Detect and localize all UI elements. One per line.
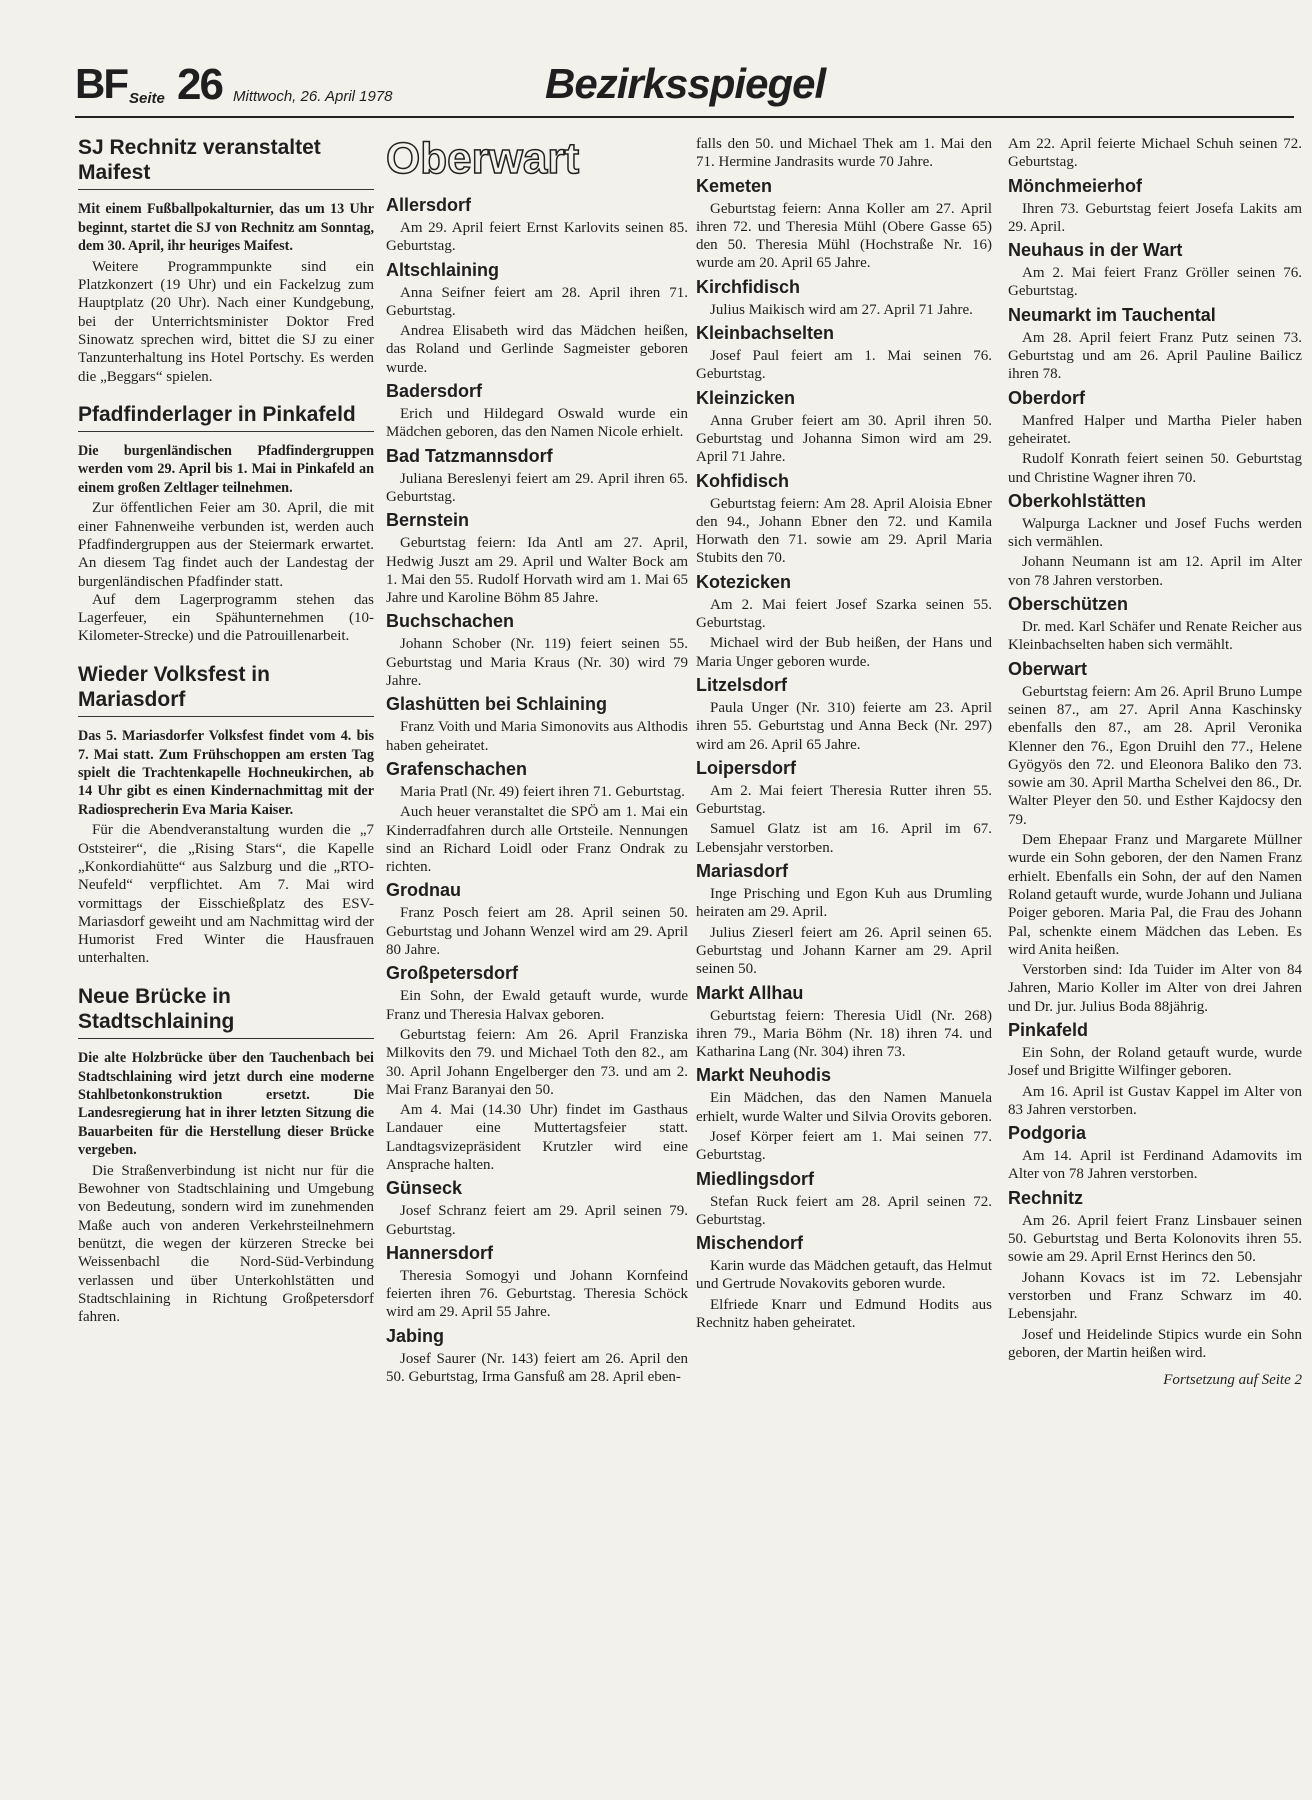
place-list [1008, 176, 1302, 1363]
place-entry [696, 323, 992, 384]
place-name: Großpetersdorf [386, 963, 519, 984]
column-oberwart-2 [696, 135, 992, 1334]
place-entry [1008, 305, 1302, 384]
place-news-text: Maria Pratl (Nr. 49) feiert ihren 71. Geburtstag. [400, 783, 685, 800]
place-name: Pinkafeld [1008, 1019, 1089, 1040]
place-name: Günseck [386, 1178, 463, 1199]
place-name: Mariasdorf [696, 861, 789, 882]
place-name: Grodnau [386, 880, 461, 901]
place-news-text: Julius Maikisch wird am 27. April 71 Jahre. [710, 301, 973, 318]
place-news-text: Theresia Somogyi und Johann Kornfeind feierten ihren 76. Geburtstag. Theresia Schöck wird am 29. April 55 Jahre. [386, 1267, 688, 1321]
place-entry [386, 759, 688, 876]
place-name: Rechnitz [1008, 1187, 1084, 1208]
place-name: Kirchfidisch [696, 276, 801, 297]
place-entry [696, 675, 992, 754]
place-news-text: Manfred Halper und Martha Pieler haben geheiratet. [1008, 412, 1302, 447]
place-entry [696, 388, 992, 467]
article-headline: SJ Rechnitz veranstaltet Maifest [78, 135, 374, 190]
place-news-text: Franz Voith und Maria Simonovits aus Althodis haben geheiratet. [386, 719, 688, 754]
place-entry [696, 572, 992, 671]
place-news-text: Am 14. April ist Ferdinand Adamovits im Alter von 78 Jahren verstorben. [1008, 1148, 1302, 1183]
place-news-text: Am 26. April feiert Franz Linsbauer seinen 50. Geburtstag und Berta Kolonovits ihren 55. sowie am 29. April Ernst Herincs den 50. [1008, 1212, 1302, 1266]
place-news-text: Inge Prisching und Egon Kuh aus Drumling heiraten am 29. April. [696, 886, 992, 921]
article-paragraph: Zur öffentlichen Feier am 30. April, die mit einer Fahnenweihe verbunden ist, werden auch Pfadfindergruppen aus der Steiermark erwartet. An diesem Tag findet auch der Landestag der burgenländischen Pfadfinder statt. [78, 500, 374, 590]
place-news-text: Andrea Elisabeth wird das Mädchen heißen, das Roland und Gerlinde Sagmeister geboren wurde. [386, 323, 688, 376]
header-rule [75, 116, 1294, 118]
place-name: Jabing [386, 1325, 445, 1346]
district-stamp-oberwart: Oberwart [386, 134, 580, 183]
place-entry [386, 963, 688, 1174]
place-entry [1008, 388, 1302, 487]
place-entry [1008, 1020, 1302, 1119]
place-entry [696, 471, 992, 568]
place-news-text: Auch heuer veranstaltet die SPÖ am 1. Mai ein Kinderradfahren durch alle Ortsteile. Nennungen sind an Richard Loidl oder Franz Ondrak zu richten. [386, 804, 688, 876]
article-paragraph: Die Straßenverbindung ist nicht nur für die Bewohner von Stadtschlaining und Umgebung von Bedeutung, sondern wird im zunehmenden Maße auch von anderen Verkehrsteilnehmern benützt, die wegen der kürzeren Strecke bei Weissenbachl die Nord-Süd-Verbindung verlassen und über Unterkohlstätten und Stadtschlaining in Richtung Großpetersdorf fahren. [78, 1162, 374, 1326]
column-oberwart-1 [386, 135, 688, 1388]
article-volksfest-mariasdorf [78, 662, 374, 968]
place-news-text: Walpurga Lackner und Josef Fuchs werden sich vermählen. [1008, 515, 1302, 551]
place-name: Markt Allhau [696, 982, 804, 1003]
place-news-text: Michael wird der Bub heißen, der Hans und Maria Unger geboren wurde. [696, 635, 992, 670]
place-name: Neuhaus in der Wart [1008, 240, 1183, 261]
place-news-text: Geburtstag feiern: Theresia Uidl (Nr. 268) ihren 79., Maria Böhm (Nr. 18) ihren 74. und Katharina Lang (Nr. 304) ihren 73. [696, 1007, 992, 1061]
place-news-text: Geburtstag feiern: Am 28. April Aloisia Ebner den 94., Johann Ebner den 72. und Kamila Horwath den 71. sowie am 29. April Maria Stubits den 70. [696, 495, 992, 567]
place-news-text: Julius Zieserl feiert am 26. April seinen 65. Geburtstag und Johann Karner am 29. April seinen 50. [696, 924, 992, 978]
place-name: Badersdorf [386, 381, 483, 402]
place-name: Mönchmeierhof [1008, 175, 1143, 196]
place-news-text: Am 28. April feiert Franz Putz seinen 73. Geburtstag und am 26. April Pauline Bailicz ihren 78. [1008, 329, 1302, 383]
place-news-text: Rudolf Konrath feiert seinen 50. Geburtstag und Christine Wagner ihren 70. [1008, 451, 1302, 486]
article-lead: Das 5. Mariasdorfer Volksfest findet vom 4. bis 7. Mai statt. Zum Frühschoppen am ersten Tag spielt die Trachtenkapelle Hochneukirchen, ab 14 Uhr gibt es einen Kindernachmittag mit der Radiosprecherin Eva Maria Kaiser. [78, 728, 374, 818]
place-entry [386, 195, 688, 256]
place-entry [696, 861, 992, 978]
place-name: Kotezicken [696, 571, 792, 592]
place-news-text: Josef Schranz feiert am 29. April seinen 79. Geburtstag. [386, 1203, 688, 1238]
place-name: Kleinbachselten [696, 323, 835, 344]
place-news-text: Am 4. Mai (14.30 Uhr) findet im Gasthaus Landauer eine Muttertagsfeier statt. Landtagsvizepräsident Krutzler wird eine Ansprache halten. [386, 1102, 688, 1173]
place-name: Hannersdorf [386, 1242, 494, 1263]
place-news-text: Geburtstag feiern: Ida Antl am 27. April, Hedwig Juszt am 29. April und Walter Bock am 1. Mai den 55. Rudolf Horvath wird am 1. Mai 65 Jahre und Karoline Böhm 85 Jahre. [386, 535, 688, 607]
place-entry [386, 381, 688, 442]
place-entry [1008, 491, 1302, 590]
article-lead: Die burgenländischen Pfadfindergruppen werden vom 29. April bis 1. Mai in Pinkafeld an einem großen Zeltlager teilnehmen. [78, 443, 374, 496]
article-lead: Mit einem Fußballpokalturnier, das um 13 Uhr beginnt, startet die SJ von Rechnitz am Sonntag, dem 30. April, ihr heuriges Maifest. [78, 201, 374, 255]
place-entry [386, 694, 688, 755]
place-news-text: Stefan Ruck feiert am 28. April seinen 72. Geburtstag. [696, 1193, 992, 1228]
article-pfadfinderlager [78, 402, 374, 646]
place-news-text: Josef Paul feiert am 1. Mai seinen 76. Geburtstag. [696, 348, 992, 383]
place-news-text: Dr. med. Karl Schäfer und Renate Reicher aus Kleinbachselten haben sich vermählt. [1008, 619, 1302, 654]
place-entry [1008, 1188, 1302, 1362]
column-articles [78, 135, 374, 1327]
place-news-text: Franz Posch feiert am 28. April seinen 50. Geburtstag und Johann Wenzel wird am 29. April 80 Jahre. [386, 905, 688, 959]
place-entry [1008, 176, 1302, 237]
place-name: Bad Tatzmannsdorf [386, 445, 553, 466]
place-news-text: Anna Seifner feiert am 28. April ihren 71. Geburtstag. [386, 284, 688, 319]
article-lead: Die alte Holzbrücke über den Tauchenbach bei Stadtschlaining wird jetzt durch eine moderne Stahlbetonkonstruktion ersetzt. Die Landesregierung hat in ihrer letzten Sitzung die Bauarbeiten für die Herstellung dieser Brücke vergeben. [78, 1050, 374, 1159]
place-name: Kleinzicken [696, 387, 796, 408]
place-news-text: Geburtstag feiern: Am 26. April Franziska Milkovits den 79. und Michael Toth den 82., am 30. April Johann Engelberger den 73. und am 2. Mai Franz Baranyai den 50. [386, 1026, 688, 1098]
article-paragraph: Für die Abendveranstaltung wurden die „7 Oststeirer“, die „Rising Stars“, die Kapelle „Konkordiahütte“ aus Salzburg und die „RTO-Neufeld“ verpflichtet. Am 7. Mai wird vormittags der Eisschießplatz des ESV-Mariasdorf geweiht und am Nachmittag wird der Humorist Fred Winter die Hausfrauen unterhalten. [78, 822, 374, 967]
place-news-text: Am 16. April ist Gustav Kappel im Alter von 83 Jahren verstorben. [1008, 1083, 1302, 1118]
place-name: Podgoria [1008, 1123, 1087, 1144]
place-name: Neumarkt im Tauchental [1008, 304, 1216, 325]
place-entry [386, 1178, 688, 1239]
place-news-text: Geburtstag feiern: Am 26. April Bruno Lumpe seinen 87., am 27. April Anna Kaschinsky ebenfalls den 87., am 28. April Veronika Klenner den 76., Egon Druihl den 77., Helene Gyögyös den 72. und Eleonora Baliko den 73. sowie am 30. April Martha Schelvei den 86., Dr. Walter Pleyer den 50. und Esther Kajdocsy den 79. [1008, 683, 1302, 828]
place-news-text: Johann Neumann ist am 12. April im Alter von 78 Jahren verstorben. [1008, 554, 1302, 589]
place-news-text: Ihren 73. Geburtstag feiert Josefa Lakits am 29. April. [1008, 200, 1302, 235]
place-news-text: Josef Saurer (Nr. 143) feiert am 26. April den 50. Geburtstag, Irma Gansfuß am 28. April eben- [386, 1350, 688, 1386]
issue-date: Mittwoch, 26. April 1978 [233, 88, 393, 105]
place-name: Allersdorf [386, 195, 472, 215]
article-headline: Pfadfinderlager in Pinkafeld [78, 402, 374, 432]
place-entry [696, 758, 992, 857]
place-entry [696, 1169, 992, 1230]
place-news-text: Juliana Bereslenyi feiert am 29. April ihren 65. Geburtstag. [386, 470, 688, 505]
place-name: Buchschachen [386, 611, 515, 632]
place-news-text: Samuel Glatz ist am 16. April im 67. Lebensjahr verstorben. [696, 821, 992, 856]
place-news-text: Johann Kovacs ist im 72. Lebensjahr verstorben und Franz Schwarz im 40. Lebensjahr. [1008, 1269, 1302, 1323]
place-news-text: Ein Mädchen, das den Namen Manuela erhielt, wurde Walter und Silvia Orovits geboren. [696, 1090, 992, 1125]
article-paragraph: Weitere Programmpunkte sind ein Platzkonzert (19 Uhr) und ein Fackelzug zum Hauptplatz (20 Uhr). Nach einer Kundgebung, bei der Unterrichtsminister Doktor Fred Sinowatz sprechen wird, bittet die SJ zu einer Tanzunterhaltung ins Hotel Portschy. Es werden die „Beggars“ spielen. [78, 258, 374, 385]
place-name: Oberkohlstätten [1008, 490, 1147, 511]
place-news-text: Verstorben sind: Ida Tuider im Alter von 84 Jahren, Mario Koller im Alter von drei Jahren und Dr. jur. Julius Boda 88jährig. [1008, 962, 1302, 1015]
article-paragraph: Auf dem Lagerprogramm stehen das Lagerfeuer, ein Spähunternehmen (10-Kilometer-Strecke) und die Patrouillenarbeit. [78, 591, 374, 645]
place-entry [1008, 594, 1302, 655]
place-news-text: Dem Ehepaar Franz und Margarete Müllner wurde ein Sohn geboren, der den Namen Franz erhielt. Ebenfalls ein Sohn, der auf den Namen Roland getauft wurde, wurde Johann und Juliana Poiger geboren. Maria Pal, die Frau des Johann Pal, schenkte einem Mädchen das Leben. Es wird Anita heißen. [1008, 832, 1302, 958]
continuation-note: Fortsetzung auf Seite 2 [1163, 1372, 1302, 1389]
place-list [696, 176, 992, 1333]
place-news-text: Am 2. Mai feiert Theresia Rutter ihren 55. Geburtstag. [696, 782, 992, 818]
place-entry [386, 1326, 688, 1387]
continued-entry: Am 22. April feierte Michael Schuh seinen 72. Geburtstag. [1008, 136, 1302, 171]
place-name: Litzelsdorf [696, 674, 788, 695]
place-news-text: Paula Unger (Nr. 310) feierte am 23. April ihren 55. Geburtstag und Anna Beck (Nr. 297) wird am 26. April 65 Jahre. [696, 699, 992, 753]
place-name: Glashütten bei Schlaining [386, 694, 608, 715]
place-news-text: Am 2. Mai feiert Josef Szarka seinen 55. Geburtstag. [696, 596, 992, 632]
brand-logo: BF [75, 60, 127, 107]
place-name: Bernstein [386, 510, 470, 531]
place-news-text: Josef Körper feiert am 1. Mai seinen 77. Geburtstag. [696, 1128, 992, 1164]
place-entry [386, 880, 688, 959]
place-name: Kohfidisch [696, 470, 789, 491]
continued-entry: falls den 50. und Michael Thek am 1. Mai den 71. Hermine Jandrasits wurde 70 Jahre. [696, 136, 992, 171]
column-oberwart-3 [1008, 135, 1302, 1389]
place-news-text: Am 29. April feiert Ernst Karlovits seinen 85. Geburtstag. [386, 220, 688, 255]
place-name: Mischendorf [696, 1233, 804, 1254]
place-entry [696, 277, 992, 319]
page-number: 26 [177, 60, 222, 109]
place-entry [1008, 659, 1302, 1016]
place-news-text: Ein Sohn, der Roland getauft wurde, wurde Josef und Brigitte Wilfinger geboren. [1008, 1044, 1302, 1080]
place-news-text: Anna Gruber feiert am 30. April ihren 50. Geburtstag und Johanna Simon wird am 29. April 71 Jahre. [696, 412, 992, 466]
place-entry [696, 1233, 992, 1332]
place-news-text: Josef und Heidelinde Stipics wurde ein Sohn geboren, der Martin heißen wird. [1008, 1326, 1302, 1361]
article-headline: Neue Brücke in Stadtschlaining [78, 984, 374, 1039]
place-name: Miedlingsdorf [696, 1168, 814, 1189]
place-entry [696, 983, 992, 1062]
place-list [386, 195, 688, 1386]
page-header [75, 50, 1288, 120]
place-news-text: Johann Schober (Nr. 119) feiert seinen 55. Geburtstag und Maria Kraus (Nr. 30) wird 79 Jahre. [386, 636, 688, 690]
article-sj-rechnitz [78, 135, 374, 386]
place-news-text: Am 2. Mai feiert Franz Gröller seinen 76. Geburtstag. [1008, 265, 1302, 300]
place-name: Oberwart [1008, 658, 1088, 679]
place-news-text: Geburtstag feiern: Anna Koller am 27. April ihren 72. und Theresia Mühl (Obere Gasse 65) den 50. Theresia Mühl (Hochstraße Nr. 16) wurde am 20. April 65 Jahre. [696, 200, 992, 272]
place-entry [386, 260, 688, 377]
place-name: Kemeten [696, 175, 773, 196]
place-entry [1008, 1123, 1302, 1184]
place-entry [696, 1065, 992, 1164]
section-title: Bezirksspiegel [545, 60, 826, 107]
place-entry [1008, 240, 1302, 301]
article-headline: Wieder Volksfest in Mariasdorf [78, 662, 374, 717]
place-entry [386, 611, 688, 690]
place-news-text: Elfriede Knarr und Edmund Hodits aus Rechnitz haben geheiratet. [696, 1296, 992, 1332]
article-neue-bruecke [78, 984, 374, 1327]
place-name: Markt Neuhodis [696, 1065, 832, 1086]
place-entry [386, 446, 688, 507]
place-news-text: Ein Sohn, der Ewald getauft wurde, wurde Franz und Theresia Halvax geboren. [386, 988, 688, 1023]
place-name: Loipersdorf [696, 757, 797, 778]
place-name: Grafenschachen [386, 758, 528, 779]
place-name: Oberschützen [1008, 594, 1129, 615]
place-news-text: Karin wurde das Mädchen getauft, das Helmut und Gertrude Novakovits geboren wurde. [696, 1258, 992, 1293]
place-news-text: Erich und Hildegard Oswald wurde ein Mädchen geboren, das den Namen Nicole erhielt. [386, 406, 688, 441]
place-name: Oberdorf [1008, 387, 1086, 408]
place-name: Altschlaining [386, 259, 500, 280]
place-entry [386, 510, 688, 607]
place-entry [696, 176, 992, 273]
seite-label: Seite [129, 90, 165, 107]
place-entry [386, 1243, 688, 1322]
